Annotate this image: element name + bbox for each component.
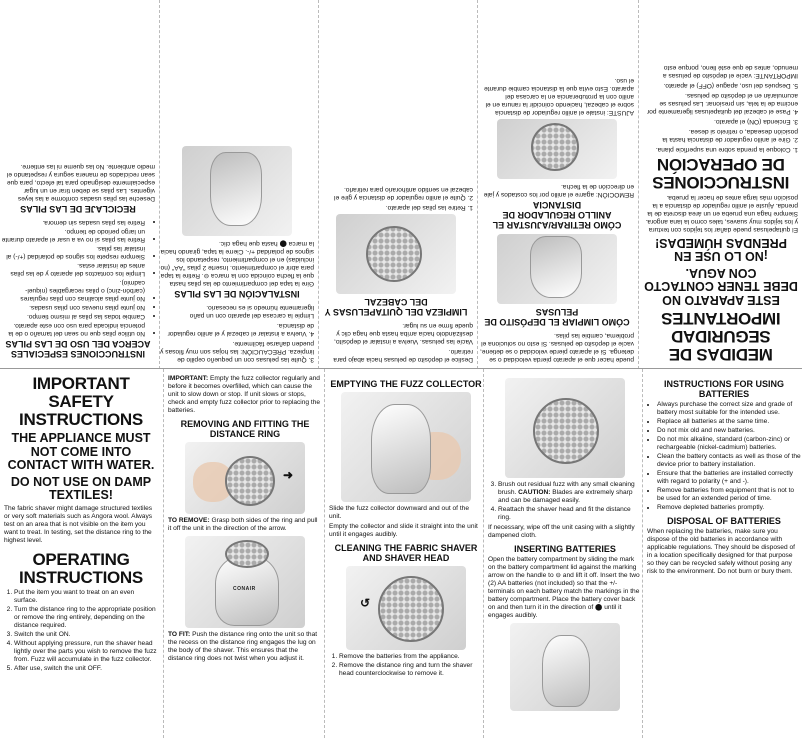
- es-cleaning-step: 1. Retire las pilas del aparato.: [385, 204, 473, 211]
- list-item: • Limpie los contactos del aparato y de las pilas antes de instalar estas.: [1, 261, 145, 277]
- es-special-list: [1, 218, 155, 337]
- en-column-2: [166, 369, 324, 738]
- es-deposit-text: Deslice el depósito de pelusas hacia abajo para retirarlo.: [333, 348, 473, 363]
- es-operacion-step: 4. Pase el cabezal del quitapelusas ligeramente por encima de la tela, sin presionar. Las pelusas se acumularán en el depósito de pelusas.: [646, 92, 798, 116]
- list-item: 4. Reattach the shaver head and fit the distance ring.: [498, 506, 642, 522]
- distance-ring-title: REMOVING AND FITTING THE DISTANCE RING: [180, 419, 310, 439]
- arrow-right-icon: ➜: [283, 468, 294, 482]
- list-item: [498, 481, 642, 505]
- en-column-1: [2, 369, 160, 738]
- list-item: • Do not mix alkaline, standard (carbon-zinc) or rechargeable (nickel-cadmium) batteries.: [657, 436, 801, 452]
- remove-ring-photo: [185, 442, 305, 514]
- important-text: Empty the fuzz collector regularly and before it becomes overfilled, which can cause the unit to slow down or stop. If unit slows or stops, check and empty fuzz collector prior to replacing the batteries.: [168, 375, 321, 414]
- es-tela-text: El quitapelusas puede dañar los tejidos con textura y los tejidos muy suaves, tales como la lana angora. Siempre haga una prueba en un área discreta de la prenda. Ajuste el anillo regulador de distancia a la posición más larga antes de hacer la prueba.: [645, 194, 798, 234]
- es-fuzz-collector-photo: [497, 234, 617, 304]
- to-fit-note: [168, 631, 322, 663]
- es-special-title: INSTRUCCIONES ESPECIALES ACERCA DEL USO DE LAS PILAS: [5, 339, 151, 359]
- es-vacie-text: Vacíe las pelusas. Vuelva a instalar el depósito, deslizándolo hacia arriba hasta que haga clic y quede firme en su lugar.: [334, 322, 473, 345]
- es-operacion-title: INSTRUCCIONES DE OPERACIÓN: [652, 155, 790, 193]
- battery-title: INSTRUCTIONS FOR USING BATTERIES: [663, 379, 784, 399]
- shaver-body-image: [210, 152, 262, 226]
- english-section: [0, 369, 802, 738]
- es-ring-photo: [497, 119, 617, 179]
- es-operacion-step: 3. Encienda (ON) el aparato.: [714, 118, 798, 126]
- es-deposito-title: CÓMO LIMPIAR EL DEPÓSITO DE PELUSAS: [484, 307, 630, 327]
- list-item: • No utilice pilas que no sean del tamaño o de la potencia indicada para uso con este aparato.: [1, 321, 145, 337]
- disposal-text: When replacing the batteries, make sure you dispose of the old batteries in accordance with applicable regulations. They should be disposed of in a location specifically designed for that purpose so they can be recycled safely without posing any risk to the environment. Do not burn or bury them.: [647, 528, 795, 575]
- list-item: • Always purchase the correct size and grade of battery most suitable for the intended use.: [657, 401, 801, 417]
- es-cleaning-photo: [336, 214, 456, 294]
- shaver-head-image: [225, 456, 275, 506]
- empty-text: Empty the collector and slide it straight into the unit until it engages audibly.: [329, 523, 478, 538]
- disposal-title: DISPOSAL OF BATTERIES: [667, 516, 781, 526]
- es-cleaning-step: 2. Quite el anillo regulador de distancia y gire el cabezal en sentido antihorario para retirarlo.: [334, 186, 473, 201]
- fabric-note: The fabric shaver might damage structured textiles or very soft materials such as Angora wool. Always test on an area that is not visible on the item you want to treat. In testing, set the distance ring to the highest level.: [4, 504, 153, 544]
- fuzz-collector-photo: [341, 392, 471, 502]
- es-step3-text: 3. Quite las pelusas con un pequeño cepillo de limpieza. PRECAUCIÓN: las hojas son muy filosas y pueden dañarse fácilmente.: [160, 340, 314, 363]
- column-divider: [324, 369, 325, 738]
- list-item: • Retire las pilas usadas sin demora.: [1, 218, 145, 226]
- list-item: • Clean the battery contacts as well as those of the device prior to battery installation.: [657, 453, 801, 469]
- es-remocion-text: REMOCIÓN: agarre el anillo por los costados y jale en dirección de la flecha.: [483, 183, 634, 198]
- operating-steps: [4, 589, 158, 673]
- water-warning: THE APPLIANCE MUST NOT COME INTO CONTACT WITH WATER.: [7, 431, 155, 472]
- rotate-arrow-icon: ↺: [360, 596, 371, 610]
- en-column-4: [486, 369, 644, 738]
- list-item: 2. Turn the distance ring to the appropriate position or remove the ring entirely, depending on the distance required.: [14, 606, 158, 630]
- column-divider: [163, 369, 164, 738]
- list-item: • Siempre respete los signos de polaridad (+/-) al instalar las pilas.: [1, 244, 145, 260]
- list-item: • Ensure that the batteries are installed correctly with regard to polarity (+ and -).: [657, 470, 801, 486]
- shaver-head-image: [531, 123, 579, 171]
- es-deposito-text: puede hacer que el aparato pierda velocidad o se detenga. Si el aparato pierde velocidad o se detiene, vacíe el depósito de pelusas. Si esto no soluciona el problema, cambie las pilas.: [480, 332, 634, 363]
- es-limpieza-title: LIMPIEZA DEL QUITAPELUSAS Y DEL CABEZAL: [324, 297, 468, 317]
- list-item: • No junte pilas alcalinas con pilas regulares (carbón-zinc) o pilas recargables (níquel-cadmio).: [1, 278, 145, 302]
- es-column-2: [478, 0, 636, 369]
- column-divider: [483, 369, 484, 738]
- es-battery-photo: [182, 146, 292, 236]
- es-install-title: INSTALACIÓN DE LAS PILAS: [174, 289, 300, 299]
- en-column-5: [645, 369, 802, 738]
- es-column-3: [317, 0, 475, 369]
- slide-text: Slide the fuzz collector downward and out of the unit.: [329, 505, 470, 520]
- es-operacion-step: 5. Después del uso, apague (OFF) el aparato.: [663, 82, 798, 90]
- list-item: • Remove batteries from equipment that is not to be used for an extended period of time.: [657, 487, 801, 503]
- es-recycle-text: Deseche las pilas usadas conforme a las leyes vigentes. Las pilas se deben tirar en un lugar especialmente designado para tal efecto, para que sean reciclados de manera segura y respetando el medio ambiente. No las queme ni las entierre.: [6, 163, 155, 202]
- cleaning-title: CLEANING THE FABRIC SHAVER AND SHAVER HEAD: [334, 543, 478, 563]
- important-note: [168, 375, 322, 415]
- shaver-head-photo: [346, 566, 466, 650]
- es-column-4: [158, 0, 316, 369]
- column-divider: [638, 0, 639, 369]
- es-como-title: CÓMO RETIRAR/AJUSTAR EL ANILLO REGULADOR DE DISTANCIA: [492, 200, 622, 230]
- to-remove-label: TO REMOVE:: [168, 517, 210, 524]
- brush-photo: [505, 378, 625, 478]
- emptying-title: EMPTYING THE FUZZ COLLECTOR: [330, 379, 482, 389]
- es-no-damp: ¡NO LO USE EN PRENDAS HÚMEDAS!: [655, 236, 787, 264]
- inserting-text: Open the battery compartment by sliding the mark on the battery compartment lid against the marking arrow on the handle to ⊖ and lift it off. Insert the two (2) AA batteries (not included) so that the +/- terminals on each battery match the markings in the battery compartment. Place the battery cover back on and then turn it in the direction of ⬤ until it engages audibly.: [488, 556, 640, 619]
- column-divider: [159, 0, 160, 369]
- to-fit-text: Push the distance ring onto the unit so that the recess on the distance ring engages the lug on the body of the shaver. This ensures that the distance ring does not twist when you adjust it.: [168, 631, 318, 662]
- es-operacion-step: 2. Gire el anillo regulador de distancia hasta la posición deseada, o retírelo si desea.: [662, 128, 798, 144]
- es-medidas-title: MEDIDAS DE SEGURIDAD IMPORTANTES: [661, 309, 781, 364]
- safety-title: IMPORTANT SAFETY INSTRUCTIONS: [19, 374, 143, 429]
- list-item: • Do not mix old and new batteries.: [657, 427, 801, 435]
- list-item: 5. After use, switch the unit OFF.: [14, 665, 158, 673]
- shaver-body-image: [542, 635, 590, 707]
- to-fit-label: TO FIT:: [168, 631, 191, 638]
- brand-logo: CONAIR: [233, 586, 256, 592]
- caution-label: CAUTION:: [518, 489, 551, 496]
- brush-step-a: Brush out residual fuzz with any small cleaning brush.: [498, 481, 635, 496]
- list-item: 1. Remove the batteries from the appliance.: [339, 653, 483, 661]
- list-item: • No junte pilas nuevas con pilas usadas.: [1, 303, 145, 311]
- battery-list: [647, 401, 801, 512]
- en-column-3: [327, 369, 485, 738]
- es-step4-text: 4. Vuelva a instalar el cabezal y el anillo regulador de distancia.: [167, 322, 314, 337]
- es-install-text: Gire la tapa del compartimiento de las pilas hasta que la flecha coincida con la marca ⊖. Retire la tapa para abrir el compartimiento. Inserte 2 pilas "AA" (no incluidas) en el compartimiento, respetando los signos de polaridad +/-. Cierre la tapa, girando hacia la marca ⬤ hasta que haga clic.: [160, 240, 314, 287]
- shaver-head-image: [378, 576, 444, 642]
- shaver-head-image: [366, 226, 422, 282]
- to-remove-note: [168, 517, 322, 533]
- to-remove-text: Grasp both sides of the ring and pull it off the unit in the direction of the arrow.: [168, 517, 318, 532]
- es-recycle-title: RECICLAJE DE LAS PILAS: [20, 204, 136, 214]
- inserting-title: INSERTING BATTERIES: [514, 544, 616, 554]
- list-item: 4. Without applying pressure, run the shaver head lightly over the parts you wish to remove the fuzz from. Fuzz will accumulate in the fuzz collector.: [14, 640, 158, 664]
- es-column-1: [642, 0, 800, 369]
- list-item: • Replace all batteries at the same time.: [657, 418, 801, 426]
- list-item: 2. Remove the distance ring and turn the shaver head counterclockwise to remove it.: [339, 662, 483, 678]
- battery-photo: [510, 623, 620, 711]
- list-item: • Retire las pilas si no va a usar el aparato durante un largo periodo de tiempo.: [1, 227, 145, 243]
- es-clean-text: Limpie la carcasa del aparato con un paño ligeramente húmedo si es necesario.: [189, 304, 314, 319]
- list-item: • Cambie todas las pilas al mismo tiempo.: [1, 312, 145, 320]
- operating-title: OPERATING INSTRUCTIONS: [19, 549, 143, 587]
- column-divider: [477, 0, 478, 369]
- important-label: IMPORTANT:: [168, 375, 209, 382]
- brush-step-b: Blades are extremely sharp and can be damaged easily.: [498, 489, 633, 504]
- list-item: 1. Put the item you want to treat on an even surface.: [14, 589, 158, 605]
- es-no-contact: ESTE APARATO NO DEBE TENER CONTACTO CON AGUA.: [644, 266, 798, 307]
- fit-ring-photo: [185, 536, 305, 628]
- column-divider: [318, 0, 319, 369]
- column-divider: [642, 369, 643, 738]
- cleaning-steps: [329, 653, 483, 678]
- damp-warning: DO NOT USE ON DAMP TEXTILES!: [10, 474, 152, 502]
- shaver-body-image: [371, 404, 431, 494]
- list-item: • Remove depleted batteries promptly.: [657, 504, 801, 512]
- es-column-5: [0, 0, 157, 369]
- shaver-body-image: [530, 236, 582, 298]
- shaver-head-image: [225, 540, 269, 568]
- shaver-head-image: [533, 398, 599, 464]
- brush-steps: [488, 481, 642, 522]
- list-item: 3. Switch the unit ON.: [14, 631, 158, 639]
- wipe-text: If necessary, wipe off the unit casing with a slightly dampened cloth.: [488, 524, 635, 539]
- es-ajuste-text: AJUSTE: instale el anillo regulador de distancia sobre el cabezal, haciendo coincidir la ranura en el anillo con la protuberancia en la carcasa del aparato. Esto evita que la distancia cambie durante el uso.: [484, 77, 634, 116]
- es-operacion-step: 1. Coloque la prenda sobre una superficie plana.: [655, 146, 798, 154]
- es-importante-text: IMPORTANTE: vacíe el depósito de pelusas a menudo, antes de que esté lleno, porque esto: [663, 64, 798, 80]
